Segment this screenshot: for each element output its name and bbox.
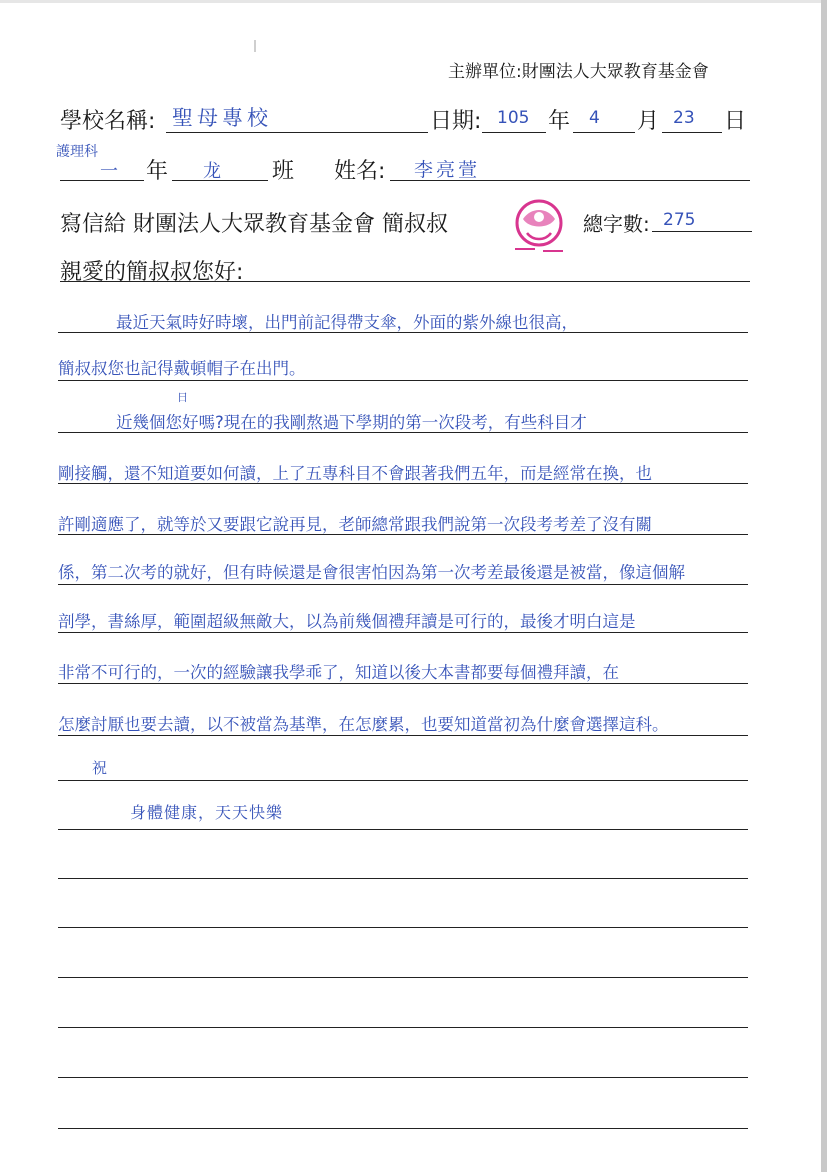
letter-line: 係，第二次考的就好，但有時候還是會很害怕因為第一次考差最後還是被當，像這個解 bbox=[58, 563, 685, 582]
letter-line: 許剛適應了，就等於又要跟它說再見，老師總常跟我們說第一次段考考差了沒有關 bbox=[58, 515, 652, 534]
closing-blessing: 身體健康，天天快樂 bbox=[130, 803, 284, 822]
ruled-line bbox=[58, 632, 748, 633]
name-underline bbox=[390, 180, 750, 181]
letter-line: 近幾個您好嗎?現在的我剛熬過下學期的第一次段考，有些科目才 bbox=[116, 413, 587, 432]
scan-right-edge bbox=[821, 0, 827, 1172]
letter-line: 最近天氣時好時壞，出門前記得帶支傘，外面的紫外線也很高， bbox=[116, 313, 578, 332]
ruled-line bbox=[58, 1077, 748, 1078]
ruled-line bbox=[58, 977, 748, 978]
year-label: 年 bbox=[548, 109, 571, 134]
date-year-underline bbox=[482, 132, 546, 133]
letter-line: 剛接觸，還不知道要如何讀，上了五專科目不會跟著我們五年，而是經常在換，也 bbox=[58, 464, 652, 483]
word-count-value: 275 bbox=[663, 210, 696, 230]
name-label: 姓名: bbox=[334, 159, 386, 184]
letter-line: 非常不可行的，一次的經驗讓我學乖了，知道以後大本書都要每個禮拜讀，在 bbox=[58, 663, 619, 682]
date-label: 日期: bbox=[430, 109, 482, 134]
grade-value: 一 bbox=[100, 161, 118, 182]
ruled-line bbox=[58, 584, 748, 585]
ruled-line bbox=[58, 483, 748, 484]
recipient-label: 寫信給 財團法人大眾教育基金會 簡叔叔 bbox=[60, 212, 448, 237]
class-label: 班 bbox=[272, 159, 295, 184]
greeting-underline bbox=[60, 281, 750, 282]
date-day-underline bbox=[662, 132, 722, 133]
date-month-underline bbox=[573, 132, 635, 133]
class-underline bbox=[172, 180, 268, 181]
ruled-line bbox=[58, 380, 748, 381]
date-year: 105 bbox=[497, 108, 530, 128]
organizer-line: 主辦單位:財團法人大眾教育基金會 bbox=[448, 62, 709, 82]
ruled-line bbox=[58, 878, 748, 879]
ruled-line bbox=[58, 735, 748, 736]
letter-line: 簡叔叔您也記得戴頓帽子在出門。 bbox=[58, 359, 306, 378]
date-month: 4 bbox=[589, 108, 600, 128]
name-value: 李亮萱 bbox=[414, 159, 481, 181]
class-value: 龙 bbox=[203, 161, 221, 182]
ruled-line bbox=[58, 432, 748, 433]
closing-wish: 祝 bbox=[92, 759, 108, 777]
ruled-line bbox=[58, 683, 748, 684]
seal-stamp-icon bbox=[505, 193, 573, 259]
scan-top-edge bbox=[0, 0, 827, 3]
insert-mark: 日 bbox=[177, 391, 188, 404]
letter-line: 剖學，書絲厚，範圍超級無敵大，以為前幾個禮拜讀是可行的，最後才明白這是 bbox=[58, 612, 636, 631]
ruled-line bbox=[58, 829, 748, 830]
date-day: 23 bbox=[673, 108, 695, 128]
school-underline bbox=[166, 132, 428, 133]
ruled-line bbox=[58, 332, 748, 333]
ruled-line bbox=[58, 534, 748, 535]
school-label: 學校名稱: bbox=[60, 109, 156, 134]
department-note: 護理科 bbox=[56, 144, 98, 160]
greeting-line: 親愛的簡叔叔您好: bbox=[60, 260, 244, 285]
school-value: 聖母專校 bbox=[172, 106, 272, 130]
day-label: 日 bbox=[724, 109, 747, 134]
month-label: 月 bbox=[637, 109, 660, 134]
grade-underline bbox=[60, 180, 144, 181]
word-count-label: 總字數: bbox=[583, 212, 650, 236]
word-count-underline bbox=[652, 231, 752, 232]
ruled-line bbox=[58, 1128, 748, 1129]
grade-label: 年 bbox=[146, 159, 169, 184]
scan-mark bbox=[254, 40, 256, 52]
ruled-line bbox=[58, 1027, 748, 1028]
letter-line: 怎麼討厭也要去讀，以不被當為基準，在怎麼累，也要知道當初為什麼會選擇這科。 bbox=[58, 715, 669, 734]
ruled-line bbox=[58, 780, 748, 781]
ruled-line bbox=[58, 927, 748, 928]
